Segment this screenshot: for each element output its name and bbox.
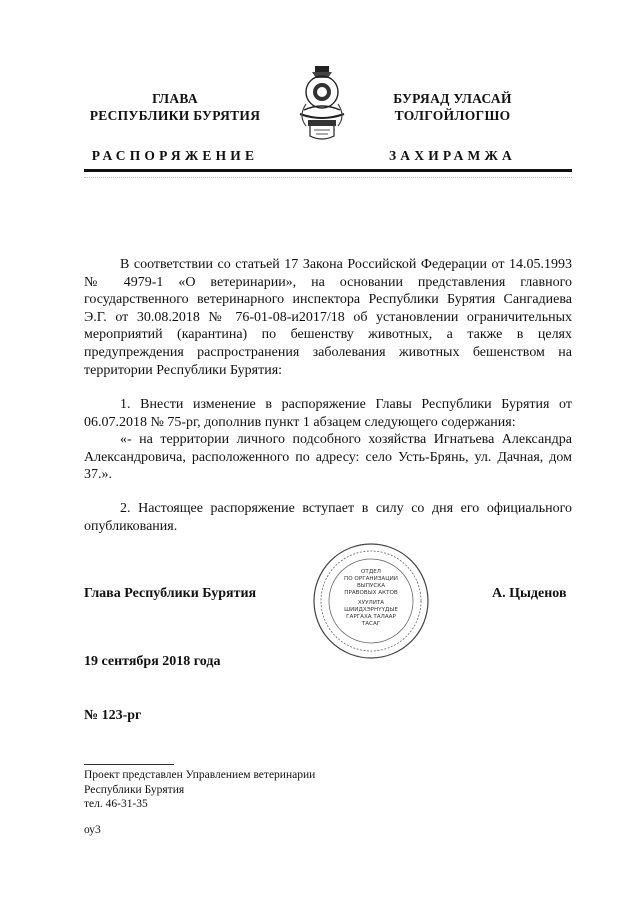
republic-coat-of-arms-icon: [294, 64, 350, 160]
footer-note: [84, 768, 315, 812]
item-1-paragraph: 1. Внести изменение в распоряжение Главы Республики Бурятия от 06.07.2018 № 75-рг, дополнив пункт 1 абзацем следующего содержания:: [84, 397, 572, 430]
stamp-line8: ТАСАГ: [361, 621, 381, 627]
stamp-line7: ГАРГАХА ТАЛААР: [346, 614, 396, 620]
header-left-line2: РЕСПУБЛИКИ БУРЯТИЯ: [89, 108, 261, 123]
official-stamp: [312, 542, 430, 660]
stamp-line1: ОТДЕЛ: [361, 569, 381, 575]
stamp-line5: ХУУЛИТА: [357, 600, 385, 606]
header-left-line1: ГЛАВА: [152, 91, 198, 106]
footer-note-line1: Проект представлен Управлением ветеринарии: [84, 769, 316, 781]
document-kind-ru: РАСПОРЯЖЕНИЕ: [91, 148, 259, 163]
document-date: 19 сентября 2018 года: [84, 654, 221, 669]
stamp-line3: ВЫПУСКА: [356, 583, 386, 589]
signatory-name: А. Цыденов: [492, 586, 567, 601]
header-dotted-divider: [84, 177, 572, 178]
header-right-line2: ТОЛГОЙЛОГШО: [394, 108, 511, 123]
item-2-paragraph: 2. Настоящее распоряжение вступает в силу со дня его официального опубликования.: [84, 501, 572, 534]
document-kind-bua: ЗАХИРАМЖА: [388, 148, 517, 163]
footer-divider: [84, 764, 174, 765]
intro-paragraph: В соответствии со статьей 17 Закона Российской Федерации от 14.05.1993 № 4979-1 «О ветеринарии», на основании представления главного государственного ветеринарного инспектора Республики Бурятия Сангадиева Э.Г. от 30.08.2018 № 76-01-08-и2017/18 об установлении ограничительных мероприятий (карантина) по бешенству животных, а также в целях предупреждения распространения заболевания животных бешенством на территории Республики Бурятия:: [84, 257, 572, 378]
stamp-line4: ПРАВОВЫХ АКТОВ: [344, 590, 398, 596]
header-left: [80, 90, 270, 164]
footer-phone: тел. 46-31-35: [84, 798, 148, 810]
stamp-line6: ШИИДХЭРНҮҮДЫЕ: [344, 607, 398, 613]
document-number: № 123-рг: [84, 708, 142, 723]
header-right: [365, 90, 540, 164]
item-1-quote-paragraph: «- на территории личного подсобного хозяйства Игнатьева Александра Александровича, расположенного по адресу: село Усть-Брянь, ул. Дачная, дом 37.».: [84, 432, 572, 483]
stamp-line2: ПО ОРГАНИЗАЦИИ: [344, 576, 398, 582]
header-divider: [84, 169, 572, 172]
header-right-line1: БУРЯАД УЛАСАЙ: [393, 91, 512, 106]
signatory-title: Глава Республики Бурятия: [84, 586, 257, 601]
footer-code: оу3: [84, 824, 101, 836]
footer-note-line2: Республики Бурятия: [84, 783, 185, 796]
